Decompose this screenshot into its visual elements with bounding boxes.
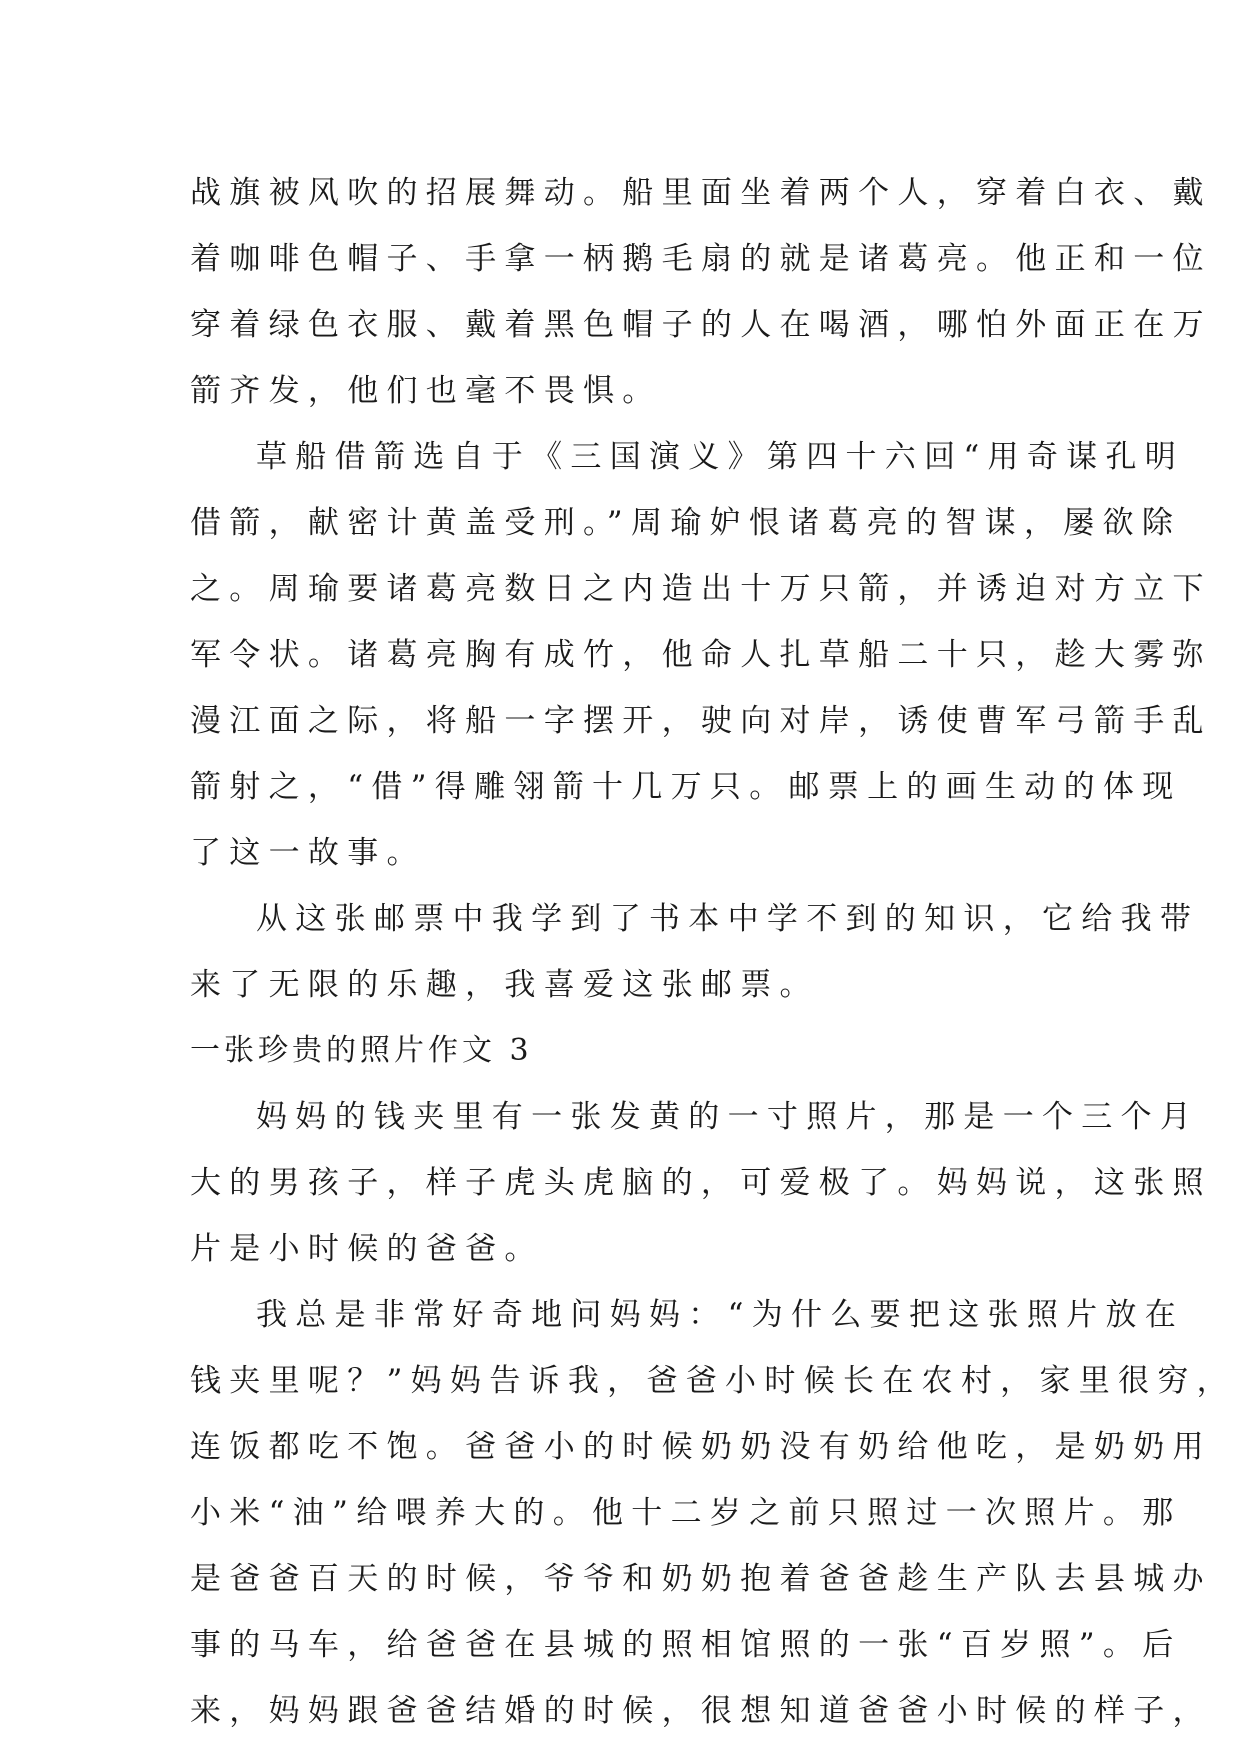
text-line: 借箭，献密计黄盖受刑。”周瑜妒恨诸葛亮的智谋，屡欲除: [190, 505, 1182, 541]
paragraph-first-line: 妈妈的钱夹里有一张发黄的一寸照片，那是一个三个月: [256, 1099, 1200, 1135]
text-line: 片是小时候的爸爸。: [190, 1231, 544, 1267]
text-line: 小米“油”给喂养大的。他十二岁之前只照过一次照片。那: [190, 1495, 1182, 1531]
paragraph-first-line: 从这张邮票中我学到了书本中学不到的知识，它给我带: [256, 901, 1200, 937]
text-line: 箭齐发，他们也毫不畏惧。: [190, 373, 662, 409]
text-line: 来，妈妈跟爸爸结婚的时候，很想知道爸爸小时候的样子，: [190, 1693, 1212, 1729]
text-line: 了这一故事。: [190, 835, 426, 871]
text-line: 之。周瑜要诸葛亮数日之内造出十万只箭，并诱迫对方立下: [190, 571, 1212, 607]
text-line: 钱夹里呢？”妈妈告诉我，爸爸小时候长在农村，家里很穷，: [190, 1363, 1236, 1399]
text-line: 军令状。诸葛亮胸有成竹，他命人扎草船二十只，趁大雾弥: [190, 637, 1212, 673]
text-line: 来了无限的乐趣，我喜爱这张邮票。: [190, 967, 819, 1003]
text-line: 是爸爸百天的时候，爷爷和奶奶抱着爸爸趁生产队去县城办: [190, 1561, 1212, 1597]
text-line: 漫江面之际，将船一字摆开，驶向对岸，诱使曹军弓箭手乱: [190, 703, 1212, 739]
paragraph-first-line: 草船借箭选自于《三国演义》第四十六回“用奇谋孔明: [256, 439, 1185, 475]
text-line: 事的马车，给爸爸在县城的照相馆照的一张“百岁照”。后: [190, 1627, 1182, 1663]
text-line: 战旗被风吹的招展舞动。船里面坐着两个人，穿着白衣、戴: [190, 175, 1212, 211]
text-line: 着咖啡色帽子、手拿一柄鹅毛扇的就是诸葛亮。他正和一位: [190, 241, 1212, 277]
document-body: [190, 160, 1236, 1744]
text-line: 大的男孩子，样子虎头虎脑的，可爱极了。妈妈说，这张照: [190, 1165, 1212, 1201]
paragraph-first-line: 我总是非常好奇地问妈妈：“为什么要把这张照片放在: [256, 1297, 1185, 1333]
text-line: 穿着绿色衣服、戴着黑色帽子的人在喝酒，哪怕外面正在万: [190, 307, 1212, 343]
section-heading: 一张珍贵的照片作文 3: [190, 1033, 533, 1068]
text-line: 箭射之，“借”得雕翎箭十几万只。邮票上的画生动的体现: [190, 769, 1182, 805]
text-line: 连饭都吃不饱。爸爸小的时候奶奶没有奶给他吃，是奶奶用: [190, 1429, 1212, 1465]
